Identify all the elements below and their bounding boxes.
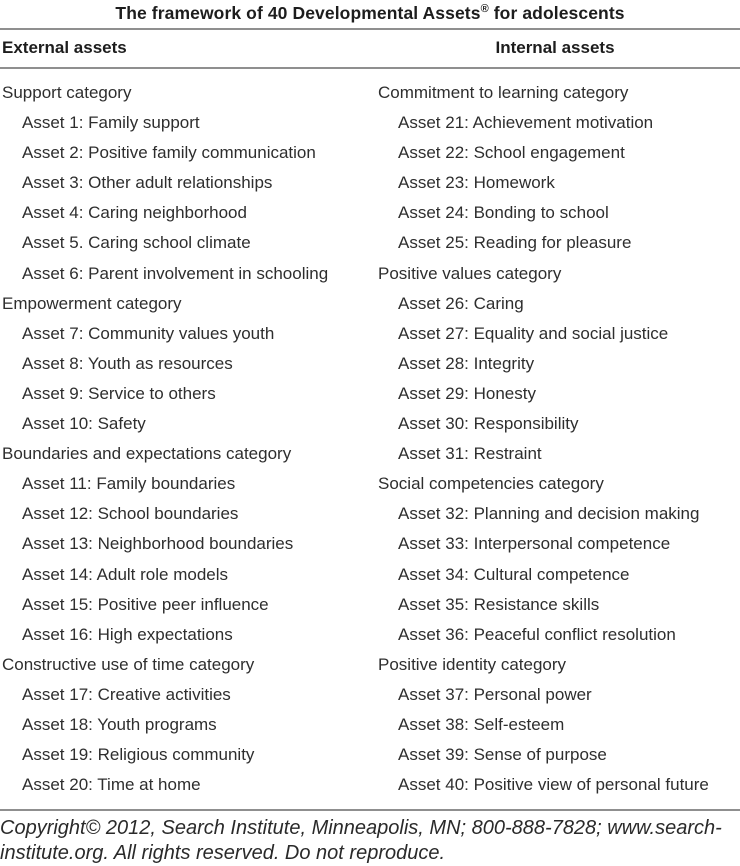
asset-row: Asset 18: Youth programs [22, 714, 217, 734]
asset-row: Asset 3: Other adult relationships [22, 173, 273, 193]
internal-column [370, 78, 740, 809]
category-row: Constructive use of time category [2, 654, 255, 674]
asset-row: Asset 5. Caring school climate [22, 233, 251, 253]
asset-row: Asset 34: Cultural competence [398, 564, 630, 584]
asset-row: Asset 30: Responsibility [398, 414, 579, 434]
category-row: Boundaries and expectations category [2, 444, 292, 464]
copyright-line-2: institute.org. All rights reserved. Do not reproduce. [0, 842, 446, 864]
category-row: Empowerment category [2, 293, 182, 313]
asset-row: Asset 40: Positive view of personal future [398, 775, 709, 795]
external-column [0, 78, 370, 809]
asset-row: Asset 8: Youth as resources [22, 353, 233, 373]
table-body [0, 69, 740, 809]
asset-row: Asset 13: Neighborhood boundaries [22, 534, 294, 554]
asset-row: Asset 25: Reading for pleasure [398, 233, 632, 253]
asset-row: Asset 31: Restraint [398, 444, 542, 464]
asset-row: Asset 24: Bonding to school [398, 203, 609, 223]
asset-row: Asset 19: Religious community [22, 745, 255, 765]
asset-row: Asset 27: Equality and social justice [398, 323, 669, 343]
header-external-assets: External assets [2, 38, 127, 58]
registered-trademark-symbol: ® [480, 3, 489, 16]
asset-row: Asset 33: Interpersonal competence [398, 534, 671, 554]
asset-row: Asset 20: Time at home [22, 775, 201, 795]
column-header-row [0, 30, 740, 67]
asset-row: Asset 11: Family boundaries [22, 474, 236, 494]
asset-row: Asset 16: High expectations [22, 624, 233, 644]
category-row: Support category [2, 83, 132, 102]
table-title-suffix: for adolescents [488, 3, 625, 23]
header-internal-assets: Internal assets [495, 38, 615, 58]
table-title [0, 0, 740, 28]
asset-row: Asset 29: Honesty [398, 383, 536, 403]
asset-row: Asset 9: Service to others [22, 383, 216, 403]
asset-row: Asset 12: School boundaries [22, 504, 239, 524]
asset-row: Asset 26: Caring [398, 293, 524, 313]
category-row: Positive values category [378, 263, 562, 283]
copyright-footer [0, 811, 740, 866]
copyright-line-1: Copyright© 2012, Search Institute, Minneapolis, MN; 800-888-7828; www.search- [0, 817, 722, 839]
asset-row: Asset 37: Personal power [398, 684, 592, 704]
asset-row: Asset 32: Planning and decision making [398, 504, 700, 524]
asset-row: Asset 38: Self-esteem [398, 714, 565, 734]
asset-row: Asset 23: Homework [398, 173, 555, 193]
category-row: Commitment to learning category [378, 83, 629, 102]
asset-row: Asset 15: Positive peer influence [22, 594, 269, 614]
asset-row: Asset 14: Adult role models [22, 564, 229, 584]
category-row: Positive identity category [378, 654, 567, 674]
table-title-text: The framework of 40 Developmental Assets [115, 3, 481, 23]
asset-row: Asset 36: Peaceful conflict resolution [398, 624, 676, 644]
asset-row: Asset 17: Creative activities [22, 684, 231, 704]
asset-row: Asset 22: School engagement [398, 143, 625, 163]
asset-row: Asset 39: Sense of purpose [398, 745, 607, 765]
asset-row: Asset 1: Family support [22, 113, 200, 133]
asset-row: Asset 2: Positive family communication [22, 143, 316, 163]
asset-row: Asset 21: Achievement motivation [398, 113, 654, 133]
asset-row: Asset 6: Parent involvement in schooling [22, 263, 329, 283]
asset-row: Asset 35: Resistance skills [398, 594, 600, 614]
asset-row: Asset 4: Caring neighborhood [22, 203, 247, 223]
category-row: Social competencies category [378, 474, 604, 494]
asset-row: Asset 28: Integrity [398, 353, 535, 373]
asset-row: Asset 7: Community values youth [22, 323, 275, 343]
asset-row: Asset 10: Safety [22, 414, 146, 434]
